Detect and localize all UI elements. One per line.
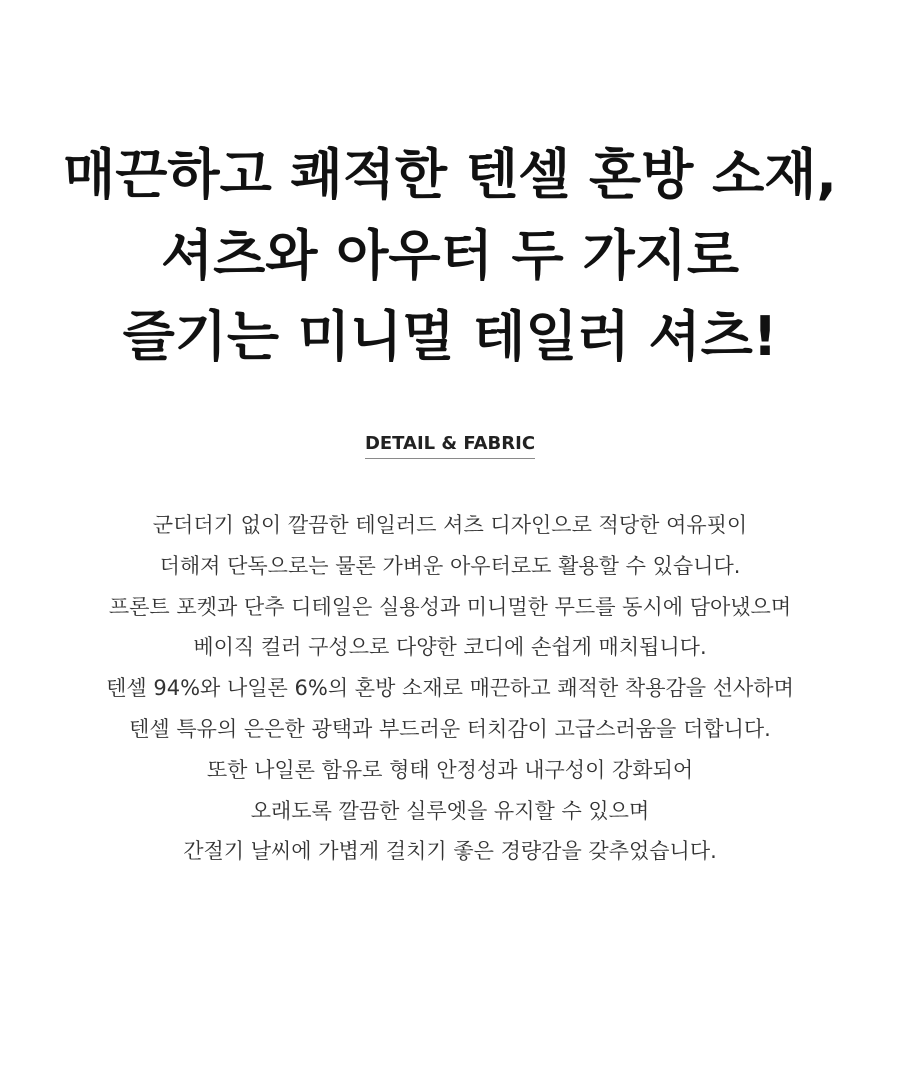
section-label-text: DETAIL & FABRIC	[365, 431, 535, 459]
section-label	[0, 431, 900, 459]
description-line: 베이직 컬러 구성으로 다양한 코디에 손쉽게 매치됩니다.	[193, 635, 707, 660]
headline-line: 매끈하고 쾌적한 텐셀 혼방 소재,	[63, 143, 837, 206]
description-line: 오래도록 깔끔한 실루엣을 유지할 수 있으며	[250, 798, 650, 823]
description	[0, 505, 900, 872]
description-line: 군더더기 없이 깔끔한 테일러드 셔츠 디자인으로 적당한 여유핏이	[152, 513, 748, 537]
headline-line: 셔츠와 아우터 두 가지로	[160, 224, 740, 287]
headline	[0, 134, 900, 377]
description-line: 더해져 단독으로는 물론 가벼운 아우터로도 활용할 수 있습니다.	[159, 553, 741, 578]
description-line: 텐셀 특유의 은은한 광택과 부드러운 터치감이 고급스러움을 더합니다.	[129, 716, 771, 741]
description-line: 프론트 포켓과 단추 디테일은 실용성과 미니멀한 무드를 동시에 담아냈으며	[108, 594, 792, 619]
description-line: 텐셀 94%와 나일론 6%의 혼방 소재로 매끈하고 쾌적한 착용감을 선사하며	[106, 676, 794, 701]
headline-line: 즐기는 미니멀 테일러 셔츠!	[122, 305, 778, 368]
description-line: 또한 나일론 함유로 형태 안정성과 내구성이 강화되어	[206, 757, 694, 782]
description-line: 간절기 날씨에 가볍게 걸치기 좋은 경량감을 갖추었습니다.	[183, 839, 717, 864]
